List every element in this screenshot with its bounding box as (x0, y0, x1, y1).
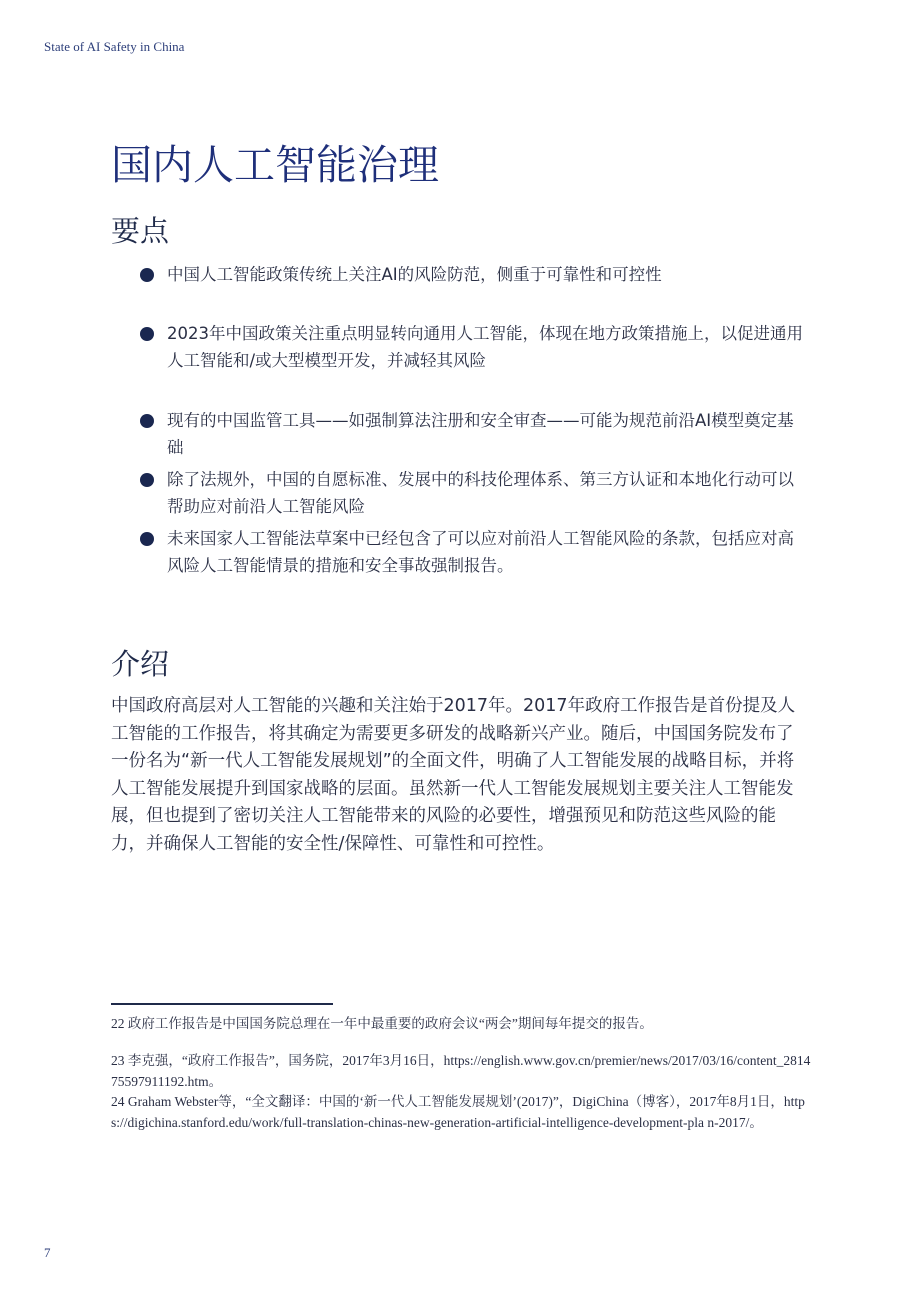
key-point-item (140, 407, 805, 461)
key-point-item (140, 466, 805, 520)
footnote-23: 23 李克强，“政府工作报告”，国务院，2017年3月16日，https://english.www.gov.cn/premier/news/2017/03/16/content_281475597911192.htm。 (111, 1053, 811, 1089)
intro-heading: 介绍 (111, 647, 170, 681)
footnote-24: 24 Graham Webster等，“全文翻译：中国的‘新一代人工智能发展规划’(2017)”，DigiChina（博客），2017年8月1日，https://digichina.stanford.edu/work/full-translation-chinas-new-generation-artificial-intelligence-development-pla n-2017/。 (111, 1094, 805, 1130)
key-points-heading: 要点 (111, 214, 170, 248)
key-point-item (140, 261, 805, 288)
page-title: 国内人工智能治理 (111, 141, 439, 189)
bullet-icon (140, 268, 154, 282)
key-point-item (140, 320, 805, 374)
bullet-icon (140, 473, 154, 487)
key-point-text: 现有的中国监管工具——如强制算法注册和安全审查——可能为规范前沿AI模型奠定基础 (167, 411, 794, 457)
bullet-icon (140, 327, 154, 341)
bullet-icon (140, 414, 154, 428)
page-number: 7 (44, 1245, 51, 1260)
footnote-divider (111, 1003, 333, 1005)
key-point-item (140, 525, 805, 579)
key-point-text: 除了法规外，中国的自愿标准、发展中的科技伦理体系、第三方认证和本地化行动可以帮助应对前沿人工智能风险 (167, 470, 794, 516)
intro-paragraph: 中国政府高层对人工智能的兴趣和关注始于2017年。2017年政府工作报告是首份提及人工智能的工作报告，将其确定为需要更多研发的战略新兴产业。随后，中国国务院发布了一份名为“新一代人工智能发展规划”的全面文件，明确了人工智能发展的战略目标，并将人工智能发展提升到国家战略的层面。虽然新一代人工智能发展规划主要关注人工智能发展，但也提到了密切关注人工智能带来的风险的必要性，增强预见和防范这些风险的能力，并确保人工智能的安全性/保障性、可靠性和可控性。 (111, 696, 796, 854)
footnote-22: 22 政府工作报告是中国国务院总理在一年中最重要的政府会议“两会”期间每年提交的报告。 (111, 1016, 653, 1031)
key-point-text: 中国人工智能政策传统上关注AI的风险防范，侧重于可靠性和可控性 (167, 265, 662, 284)
key-point-text: 未来国家人工智能法草案中已经包含了可以应对前沿人工智能风险的条款，包括应对高风险人工智能情景的措施和安全事故强制报告。 (167, 529, 794, 575)
bullet-icon (140, 532, 154, 546)
running-header: State of AI Safety in China (44, 39, 185, 54)
key-point-text: 2023年中国政策关注重点明显转向通用人工智能，体现在地方政策措施上，以促进通用人工智能和/或大型模型开发，并减轻其风险 (167, 324, 803, 370)
